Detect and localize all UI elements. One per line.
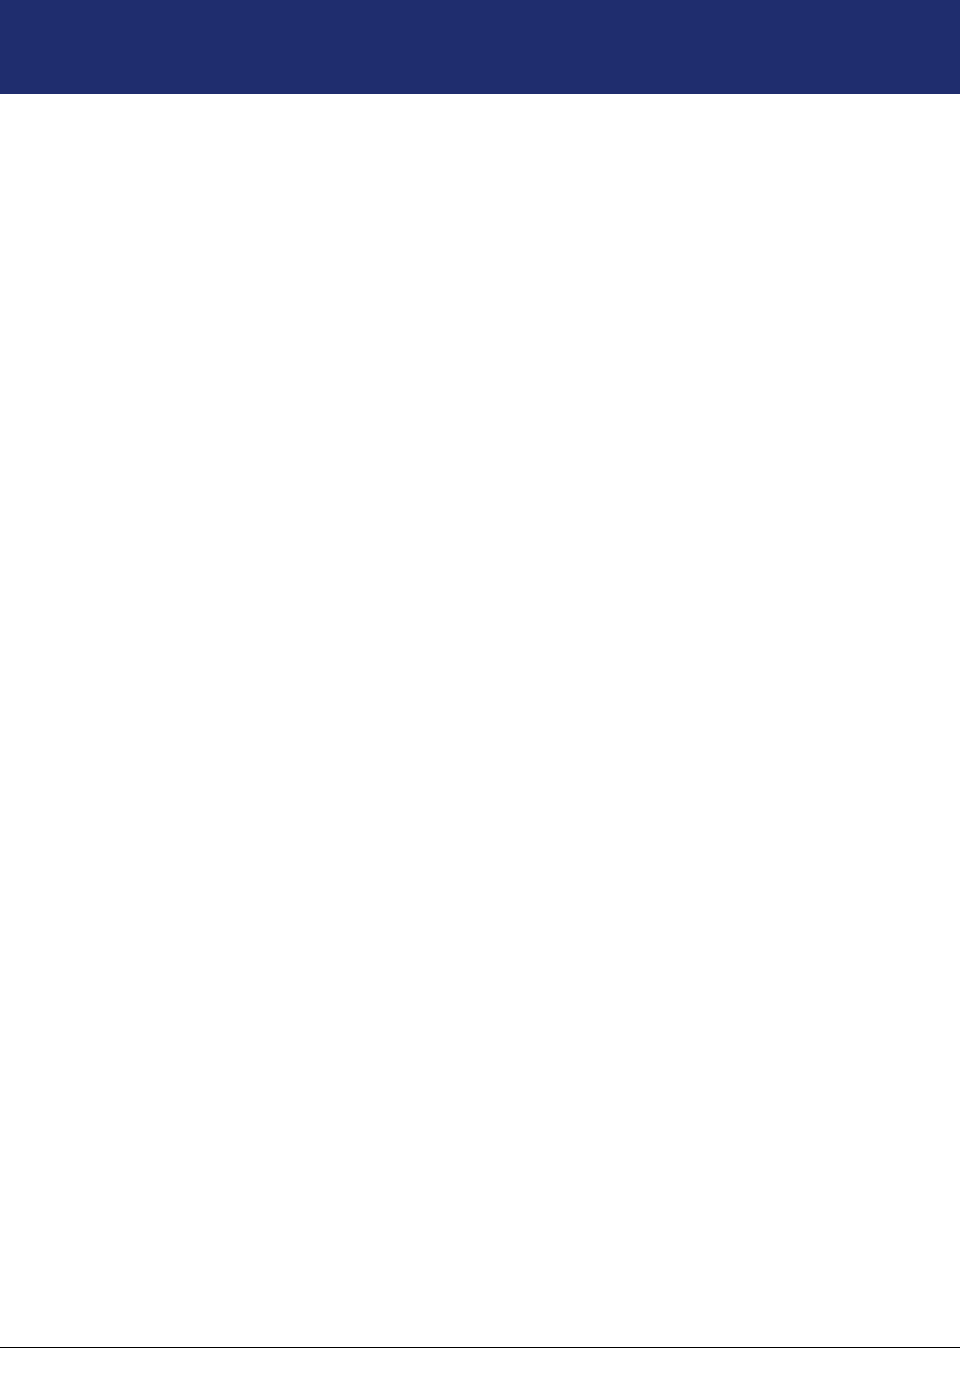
footer-divider bbox=[0, 1347, 960, 1348]
header-band bbox=[0, 0, 960, 94]
